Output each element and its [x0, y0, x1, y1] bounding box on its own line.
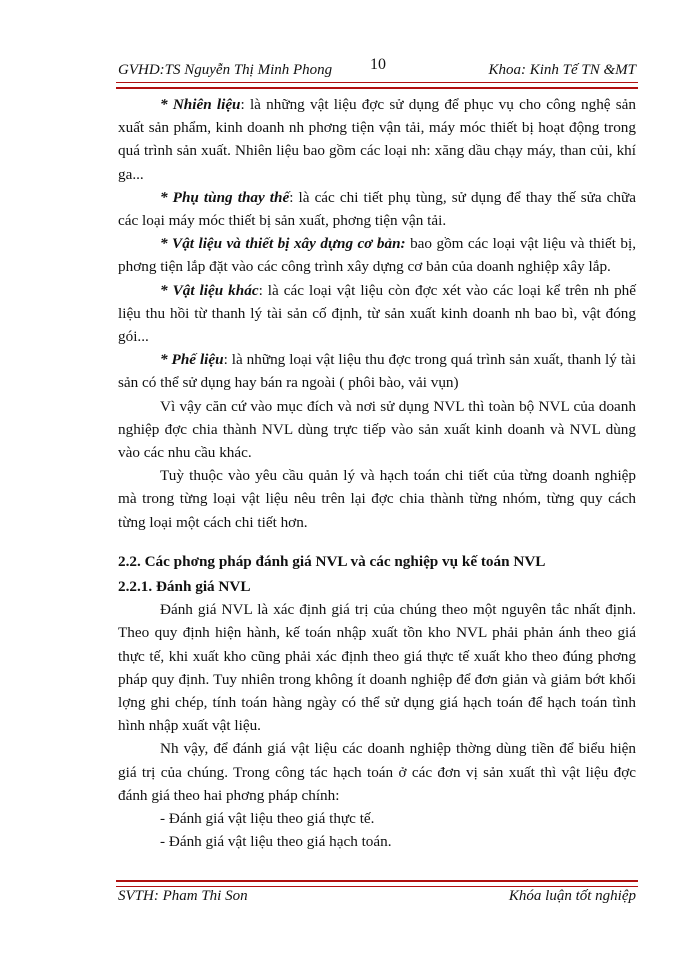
paragraph-other-materials [118, 279, 636, 349]
subsection-heading: 2.2.1. Đánh giá NVL [118, 578, 251, 596]
paragraph-classification [118, 395, 636, 465]
term-label: * Phế liệu [160, 351, 224, 369]
header-faculty: Khoa: Kinh Tế TN &MT [488, 62, 636, 78]
term-label: * Nhiên liệu [160, 96, 241, 113]
term-label: * Phụ tùng thay thế [160, 188, 290, 206]
body-paragraph: Nh vậy, để đánh giá vật liệu các doanh nghiệp thờng dùng tiền để biểu hiện giá trị của chúng. Trong công tác hạch toán ở các đơn vị sản xuất thì vật liệu đợc đánh giá theo hai phơng pháp chính: [118, 740, 636, 804]
list-item: - Đánh giá vật liệu theo giá thực tế. [160, 810, 375, 828]
paragraph-fuel [118, 93, 636, 186]
page-header [118, 56, 636, 82]
paragraph-spare-parts [118, 186, 636, 232]
paragraph-scrap [118, 348, 636, 394]
page-number: 10 [370, 56, 386, 73]
paragraph-text: : là những loại vật liệu thu đợc trong quá trình sản xuất, thanh lý tài sản có thể sử dụng hay bán ra ngoài ( phôi bào, vải vụn) [118, 351, 636, 392]
list-item: - Đánh giá vật liệu theo giá hạch toán. [160, 833, 392, 851]
term-label: * Vật liệu và thiết bị xây dựng cơ bản: [160, 235, 406, 253]
footer-thesis-label: Khóa luận tốt nghiệp [508, 888, 636, 904]
paragraph-text: Tuỳ thuộc vào yêu cầu quản lý và hạch toán chi tiết của từng doanh nghiệp mà trong từng loại vật liệu nêu trên lại đợc chia thành từng nhóm, từng quy cách từng loại một cách chi tiết hơn. [118, 467, 636, 531]
paragraph-text: : là các chi tiết phụ tùng, sử dụng để thay thế sửa chữa các loại máy móc thiết bị sản xuất, phơng tiện vận tải. [118, 188, 636, 230]
footer-student: SVTH: Pham Thi Son [118, 888, 248, 904]
term-label: * Vật liệu khác [160, 281, 259, 299]
footer-divider [116, 880, 638, 887]
paragraph-construction-materials [118, 232, 636, 278]
paragraph-text: Vì vậy căn cứ vào mục đích và nơi sử dụng NVL thì toàn bộ NVL của doanh nghiệp đợc chia thành NVL dùng trực tiếp vào sản xuất kinh doanh và NVL dùng vào các nhu cầu khác. [118, 397, 636, 462]
header-supervisor: GVHD:TS Nguyễn Thị Minh Phong [118, 62, 333, 78]
paragraph-text: : là các loại vật liệu còn đợc xét vào các loại kể trên nh phế liệu thu hồi từ thanh lý tài sản cố định, từ sản xuất kinh doanh nh bao bì, vật đóng gói... [118, 281, 636, 346]
header-divider [116, 82, 638, 89]
section-heading: 2.2. Các phơng pháp đánh giá NVL và các nghiệp vụ kế toán NVL [118, 552, 546, 570]
paragraph-text: bao gồm các loại vật liệu và thiết bị, phơng tiện lắp đặt vào các công trình xây dựng cơ bản của doanh nghiệp xây lắp. [118, 235, 636, 276]
paragraph-text: : là những vật liệu đợc sử dụng để phục vụ cho công nghệ sản xuất sản phẩm, kinh doanh nh phơng tiện vận tải, máy móc thiết bị hoạt động trong quá trình sản xuất. Nhiên liệu bao gồm các loại nh: xăng dầu chạy máy, than củi, khí ga... [118, 96, 637, 183]
page-content [118, 93, 636, 854]
paragraph-management [118, 464, 636, 534]
body-paragraph: Đánh giá NVL là xác định giá trị của chúng theo một nguyên tắc nhất định. Theo quy định hiện hành, kế toán nhập xuất tồn kho NVL phải phản ánh theo giá thực tế, khi xuất kho cũng phải xác định theo giá thực tế xuất kho theo đúng phơng pháp quy định. Tuy nhiên trong không ít doanh nghiệp để đơn giản và giảm bớt khối lợng ghi chép, tính toán hàng ngày có thể sử dụng giá hạch toán để hạch toán tình hình nhập xuất vật liệu. [118, 601, 636, 735]
